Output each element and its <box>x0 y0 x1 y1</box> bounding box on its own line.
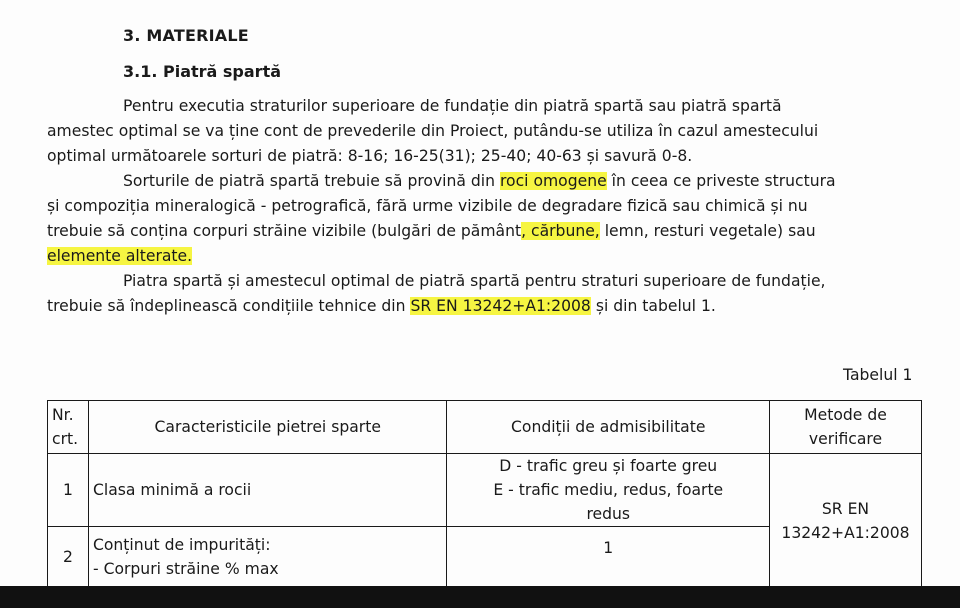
header-nr-line2: crt. <box>52 430 79 448</box>
para3-text: trebuie să îndeplinească condițiile tehnice din <box>47 297 411 315</box>
row1-conditie-line2: E - trafic mediu, redus, foarte <box>493 481 724 499</box>
highlight-roci-omogene: roci omogene <box>499 172 607 190</box>
bottom-bar <box>0 586 960 608</box>
para2-line3 <box>47 220 816 242</box>
metoda-line1: SR EN <box>821 499 870 518</box>
row1-conditie <box>447 454 770 527</box>
table-row <box>48 454 922 527</box>
table-header-row <box>48 401 922 454</box>
para2-line1 <box>123 170 836 192</box>
para3-text: și din tabelul 1. <box>590 297 716 315</box>
header-metode <box>770 401 922 454</box>
highlight-elemente-alterate: elemente alterate. <box>47 247 193 265</box>
row2-nr: 2 <box>48 527 89 588</box>
para2-line2: și compoziția mineralogică - petrografică, fără urme vizibile de degradare fizică sau chimică și nu <box>47 197 808 215</box>
para3-line2 <box>47 295 716 317</box>
para2-text: în ceea ce priveste structura <box>606 172 836 190</box>
para2-text: trebuie să conțina corpuri străine vizibile (bulgări de pământ <box>47 222 522 240</box>
para2-line4 <box>47 245 192 267</box>
table-label: Tabelul 1 <box>843 366 913 384</box>
header-nr <box>48 401 89 454</box>
row1-conditie-line3: redus <box>586 505 631 523</box>
header-nr-line1: Nr. <box>52 406 74 424</box>
section-heading: 3. MATERIALE <box>123 26 249 45</box>
row2-conditie: 1 <box>447 527 770 588</box>
para2-text: Sorturile de piatră spartă trebuie să provină din <box>123 172 500 190</box>
para1-line1: Pentru executia straturilor superioare de fundație din piatră spartă sau piatră spartă <box>123 97 782 115</box>
row1-caracteristica: Clasa minimă a rocii <box>88 454 446 527</box>
metoda-line2: 13242+A1:2008 <box>781 523 910 542</box>
metoda-verificare <box>770 454 922 588</box>
highlight-standard: SR EN 13242+A1:2008 <box>410 297 591 315</box>
para1-line3: optimal următoarele sorturi de piatră: 8-16; 16-25(31); 25-40; 40-63 și savură 0-8. <box>47 147 693 165</box>
header-metode-line2: verificare <box>808 430 883 448</box>
header-metode-line1: Metode de <box>804 406 887 424</box>
header-caracteristici: Caracteristicile pietrei sparte <box>88 401 446 454</box>
para1-line2: amestec optimal se va ține cont de prevederile din Proiect, putându-se utiliza în cazul amestecului <box>47 122 819 140</box>
row1-conditie-line1: D - trafic greu și foarte greu <box>499 457 718 475</box>
subsection-heading: 3.1. Piatră spartă <box>123 62 282 81</box>
header-conditii: Condiții de admisibilitate <box>447 401 770 454</box>
row2-caracteristica-line2: - Corpuri străine % max <box>92 560 279 578</box>
row2-caracteristica <box>88 527 446 588</box>
materials-table <box>47 400 922 588</box>
highlight-carbune: , cărbune, <box>521 222 600 240</box>
row1-nr: 1 <box>48 454 89 527</box>
para3-line1: Piatra spartă și amestecul optimal de piatră spartă pentru straturi superioare de fundație, <box>123 272 826 290</box>
para2-text: lemn, resturi vegetale) sau <box>599 222 816 240</box>
row2-caracteristica-line1: Conținut de impurități: <box>92 536 271 554</box>
